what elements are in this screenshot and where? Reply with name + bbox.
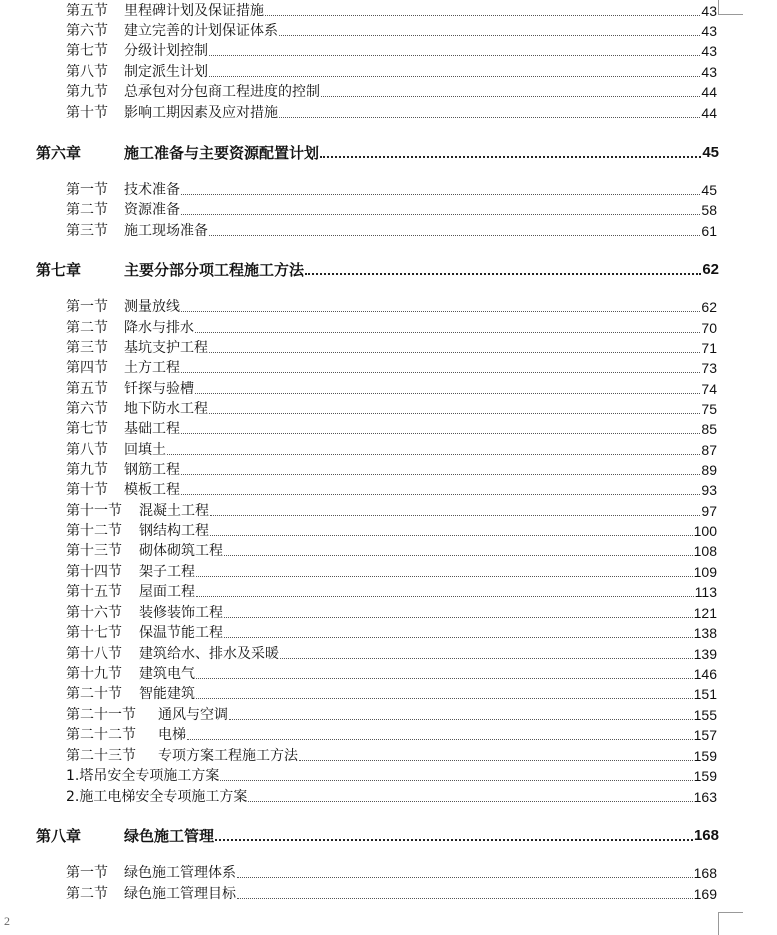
toc-entry-page: 155 (693, 707, 717, 723)
toc-section-entry[interactable] (66, 339, 717, 357)
toc-entry-number: 第十三节 (66, 543, 122, 559)
dot-leader (265, 15, 700, 16)
dot-leader (195, 332, 700, 333)
toc-entry-title: 砌体砌筑工程 (139, 543, 223, 559)
toc-entry-page: 151 (693, 686, 717, 702)
toc-section-entry[interactable] (66, 400, 717, 418)
dot-leader (237, 898, 693, 899)
toc-section-entry[interactable] (66, 706, 717, 724)
page-number: 2 (4, 914, 10, 928)
dot-leader (181, 214, 700, 215)
toc-entry-page: 89 (701, 462, 717, 478)
toc-entry-title: 绿色施工管理 (124, 827, 215, 845)
toc-entry-page: 43 (701, 43, 717, 59)
dot-leader (181, 433, 700, 434)
toc-entry-page: 159 (693, 768, 717, 784)
dot-leader (215, 839, 693, 841)
dot-leader (224, 555, 693, 556)
toc-entry-number: 第六章 (36, 144, 82, 162)
toc-chapter-entry[interactable] (36, 260, 719, 280)
toc-entry-title: 降水与排水 (124, 320, 194, 336)
toc-entry-title: 建筑给水、排水及采暖 (139, 646, 279, 662)
toc-entry-number: 第五节 (66, 3, 108, 19)
toc-entry-title: 基坑支护工程 (124, 340, 208, 356)
toc-entry-page: 139 (693, 646, 717, 662)
toc-entry-title: 绿色施工管理目标 (124, 886, 236, 902)
toc-entry-title: 测量放线 (124, 299, 180, 315)
toc-entry-page: 108 (693, 543, 717, 559)
toc-entry-number: 第一节 (66, 299, 108, 315)
dot-leader (196, 698, 693, 699)
toc-entry-number: 第七节 (66, 43, 108, 59)
toc-entry-title: 屋面工程 (139, 584, 195, 600)
toc-entry-page: 121 (693, 605, 717, 621)
toc-entry-page: 71 (701, 340, 717, 356)
toc-entry-page: 157 (693, 727, 717, 743)
toc-entry-page: 62 (702, 261, 719, 278)
toc-section-entry[interactable] (66, 645, 717, 663)
dot-leader (299, 760, 693, 761)
toc-entry-title: 施工现场准备 (124, 223, 208, 239)
toc-section-entry[interactable] (66, 665, 717, 683)
toc-entry-title: 基础工程 (124, 421, 180, 437)
toc-section-entry[interactable] (66, 83, 717, 101)
dot-leader (209, 413, 700, 414)
toc-entry-title: 绿色施工管理体系 (124, 865, 236, 881)
toc-entry-title: 地下防水工程 (124, 401, 208, 417)
toc-entry-title: 通风与空调 (158, 707, 228, 723)
dot-leader (209, 55, 700, 56)
dot-leader (181, 372, 700, 373)
toc-entry-page: 70 (701, 320, 717, 336)
dot-leader (224, 617, 693, 618)
toc-section-entry[interactable] (66, 2, 717, 20)
toc-entry-page: 73 (701, 360, 717, 376)
toc-entry-number: 第十二节 (66, 523, 122, 539)
page-corner-marker-top (718, 0, 743, 15)
toc-section-entry[interactable] (66, 522, 717, 540)
toc-entry-title: 钢结构工程 (139, 523, 209, 539)
toc-entry-page: 138 (693, 625, 717, 641)
toc-entry-number: 第十节 (66, 482, 108, 498)
toc-entry-number: 第二节 (66, 202, 108, 218)
toc-entry-number: 第五节 (66, 381, 108, 397)
toc-entry-number: 第九节 (66, 84, 108, 100)
toc-entry-page: 163 (693, 789, 717, 805)
toc-section-entry[interactable] (66, 583, 717, 601)
toc-entry-page: 45 (702, 144, 719, 161)
dot-leader (209, 235, 700, 236)
toc-entry-page: 100 (693, 523, 717, 539)
dot-leader (320, 156, 701, 158)
toc-entry-page: 43 (701, 23, 717, 39)
toc-entry-title: 建筑电气 (139, 666, 195, 682)
toc-entry-page: 74 (701, 381, 717, 397)
dot-leader (195, 393, 700, 394)
toc-entry-number: 第十五节 (66, 584, 122, 600)
toc-entry-page: 168 (693, 865, 717, 881)
toc-entry-page: 169 (693, 886, 717, 902)
toc-entry-number: 第二十一节 (66, 707, 136, 723)
toc-entry-page: 44 (701, 105, 717, 121)
toc-entry-number: 第八节 (66, 64, 108, 80)
toc-section-entry[interactable] (66, 104, 717, 122)
toc-section-entry[interactable] (66, 359, 717, 377)
page-corner-marker-bottom (718, 912, 743, 935)
dot-leader (181, 474, 700, 475)
toc-entry-title: 技术准备 (124, 182, 180, 198)
toc-entry-page: 75 (701, 401, 717, 417)
dot-leader (210, 535, 693, 536)
toc-entry-page: 85 (701, 421, 717, 437)
toc-entry-number: 第九节 (66, 462, 108, 478)
toc-section-entry[interactable] (66, 481, 717, 499)
toc-section-entry[interactable] (66, 604, 717, 622)
toc-entry-title: 影响工期因素及应对措施 (124, 105, 278, 121)
dot-leader (321, 96, 700, 97)
toc-entry-title: 模板工程 (124, 482, 180, 498)
toc-chapter-entry[interactable] (36, 826, 719, 846)
toc-section-entry[interactable] (66, 201, 717, 219)
toc-section-entry[interactable] (66, 502, 717, 520)
toc-section-entry[interactable] (66, 63, 717, 81)
toc-section-entry[interactable] (66, 22, 717, 40)
toc-section-entry[interactable] (66, 542, 717, 560)
toc-entry-title: 钎探与验槽 (124, 381, 194, 397)
dot-leader (181, 494, 700, 495)
toc-entry-title: 建立完善的计划保证体系 (124, 23, 278, 39)
toc-entry-title: 2.施工电梯安全专项施工方案 (66, 789, 248, 805)
dot-leader (279, 35, 700, 36)
toc-section-entry[interactable] (66, 726, 717, 744)
toc-section-entry[interactable] (66, 181, 717, 199)
toc-entry-page: 109 (693, 564, 717, 580)
toc-entry-page: 58 (701, 202, 717, 218)
dot-leader (181, 311, 700, 312)
toc-section-entry[interactable] (66, 563, 717, 581)
toc-entry-title: 电梯 (158, 727, 186, 743)
toc-entry-number: 第六节 (66, 401, 108, 417)
toc-entry-number: 第十九节 (66, 666, 122, 682)
toc-entry-title: 分级计划控制 (124, 43, 208, 59)
toc-entry-title: 主要分部分项工程施工方法 (124, 261, 305, 279)
toc-entry-page: 43 (701, 64, 717, 80)
toc-entry-page: 159 (693, 748, 717, 764)
toc-entry-title: 资源准备 (124, 202, 180, 218)
toc-section-entry[interactable] (66, 767, 717, 785)
toc-entry-title: 土方工程 (124, 360, 180, 376)
toc-entry-page: 45 (701, 182, 717, 198)
toc-entry-title: 里程碑计划及保证措施 (124, 3, 264, 19)
toc-entry-number: 第十节 (66, 105, 108, 121)
toc-entry-title: 回填土 (124, 442, 166, 458)
dot-leader (181, 194, 700, 195)
toc-entry-title: 钢筋工程 (124, 462, 180, 478)
toc-entry-number: 第七章 (36, 261, 82, 279)
toc-entry-number: 第三节 (66, 223, 108, 239)
toc-entry-number: 第二节 (66, 886, 108, 902)
toc-entry-page: 87 (701, 442, 717, 458)
dot-leader (196, 596, 694, 597)
toc-entry-title: 装修装饰工程 (139, 605, 223, 621)
dot-leader (280, 658, 693, 659)
toc-section-entry[interactable] (66, 885, 717, 903)
toc-entry-page: 146 (693, 666, 717, 682)
toc-entry-number: 第七节 (66, 421, 108, 437)
toc-section-entry[interactable] (66, 298, 717, 316)
toc-entry-number: 第十一节 (66, 503, 122, 519)
toc-entry-number: 第三节 (66, 340, 108, 356)
dot-leader (229, 719, 693, 720)
toc-section-entry[interactable] (66, 222, 717, 240)
toc-entry-page: 93 (701, 482, 717, 498)
toc-entry-title: 智能建筑 (139, 686, 195, 702)
toc-entry-number: 第十六节 (66, 605, 122, 621)
toc-section-entry[interactable] (66, 42, 717, 60)
toc-section-entry[interactable] (66, 788, 717, 806)
toc-entry-number: 第二节 (66, 320, 108, 336)
toc-section-entry[interactable] (66, 624, 717, 642)
toc-entry-number: 第六节 (66, 23, 108, 39)
toc-section-entry[interactable] (66, 685, 717, 703)
dot-leader (209, 76, 700, 77)
toc-entry-page: 97 (701, 503, 717, 519)
dot-leader (220, 780, 692, 781)
toc-chapter-entry[interactable] (36, 143, 719, 163)
toc-entry-number: 第二十二节 (66, 727, 136, 743)
dot-leader (167, 454, 700, 455)
toc-entry-title: 1.塔吊安全专项施工方案 (66, 768, 220, 784)
toc-section-entry[interactable] (66, 441, 717, 459)
toc-section-entry[interactable] (66, 420, 717, 438)
toc-section-entry[interactable] (66, 864, 717, 882)
dot-leader (209, 352, 700, 353)
toc-section-entry[interactable] (66, 319, 717, 337)
dot-leader (237, 877, 693, 878)
toc-entry-page: 44 (701, 84, 717, 100)
toc-entry-page: 62 (701, 299, 717, 315)
toc-entry-title: 保温节能工程 (139, 625, 223, 641)
toc-entry-number: 第八节 (66, 442, 108, 458)
dot-leader (279, 117, 700, 118)
toc-section-entry[interactable] (66, 461, 717, 479)
dot-leader (224, 637, 693, 638)
dot-leader (187, 739, 693, 740)
toc-entry-title: 专项方案工程施工方法 (158, 748, 298, 764)
toc-entry-page: 43 (701, 3, 717, 19)
dot-leader (305, 273, 701, 275)
toc-entry-title: 施工准备与主要资源配置计划 (124, 144, 320, 162)
toc-entry-number: 第十七节 (66, 625, 122, 641)
toc-entry-number: 第二十三节 (66, 748, 136, 764)
toc-entry-title: 制定派生计划 (124, 64, 208, 80)
toc-section-entry[interactable] (66, 747, 717, 765)
toc-entry-number: 第四节 (66, 360, 108, 376)
toc-entry-number: 第八章 (36, 827, 82, 845)
toc-entry-page: 61 (701, 223, 717, 239)
toc-entry-title: 总承包对分包商工程进度的控制 (124, 84, 320, 100)
dot-leader (196, 576, 693, 577)
toc-entry-title: 混凝土工程 (139, 503, 209, 519)
toc-entry-number: 第十四节 (66, 564, 122, 580)
toc-entry-title: 架子工程 (139, 564, 195, 580)
toc-entry-page: 113 (694, 584, 717, 600)
toc-section-entry[interactable] (66, 380, 717, 398)
dot-leader (248, 801, 692, 802)
toc-entry-number: 第十八节 (66, 646, 122, 662)
toc-entry-number: 第二十节 (66, 686, 122, 702)
toc-entry-number: 第一节 (66, 182, 108, 198)
dot-leader (196, 678, 693, 679)
toc-entry-page: 168 (693, 827, 719, 844)
toc-entry-number: 第一节 (66, 865, 108, 881)
dot-leader (210, 515, 700, 516)
